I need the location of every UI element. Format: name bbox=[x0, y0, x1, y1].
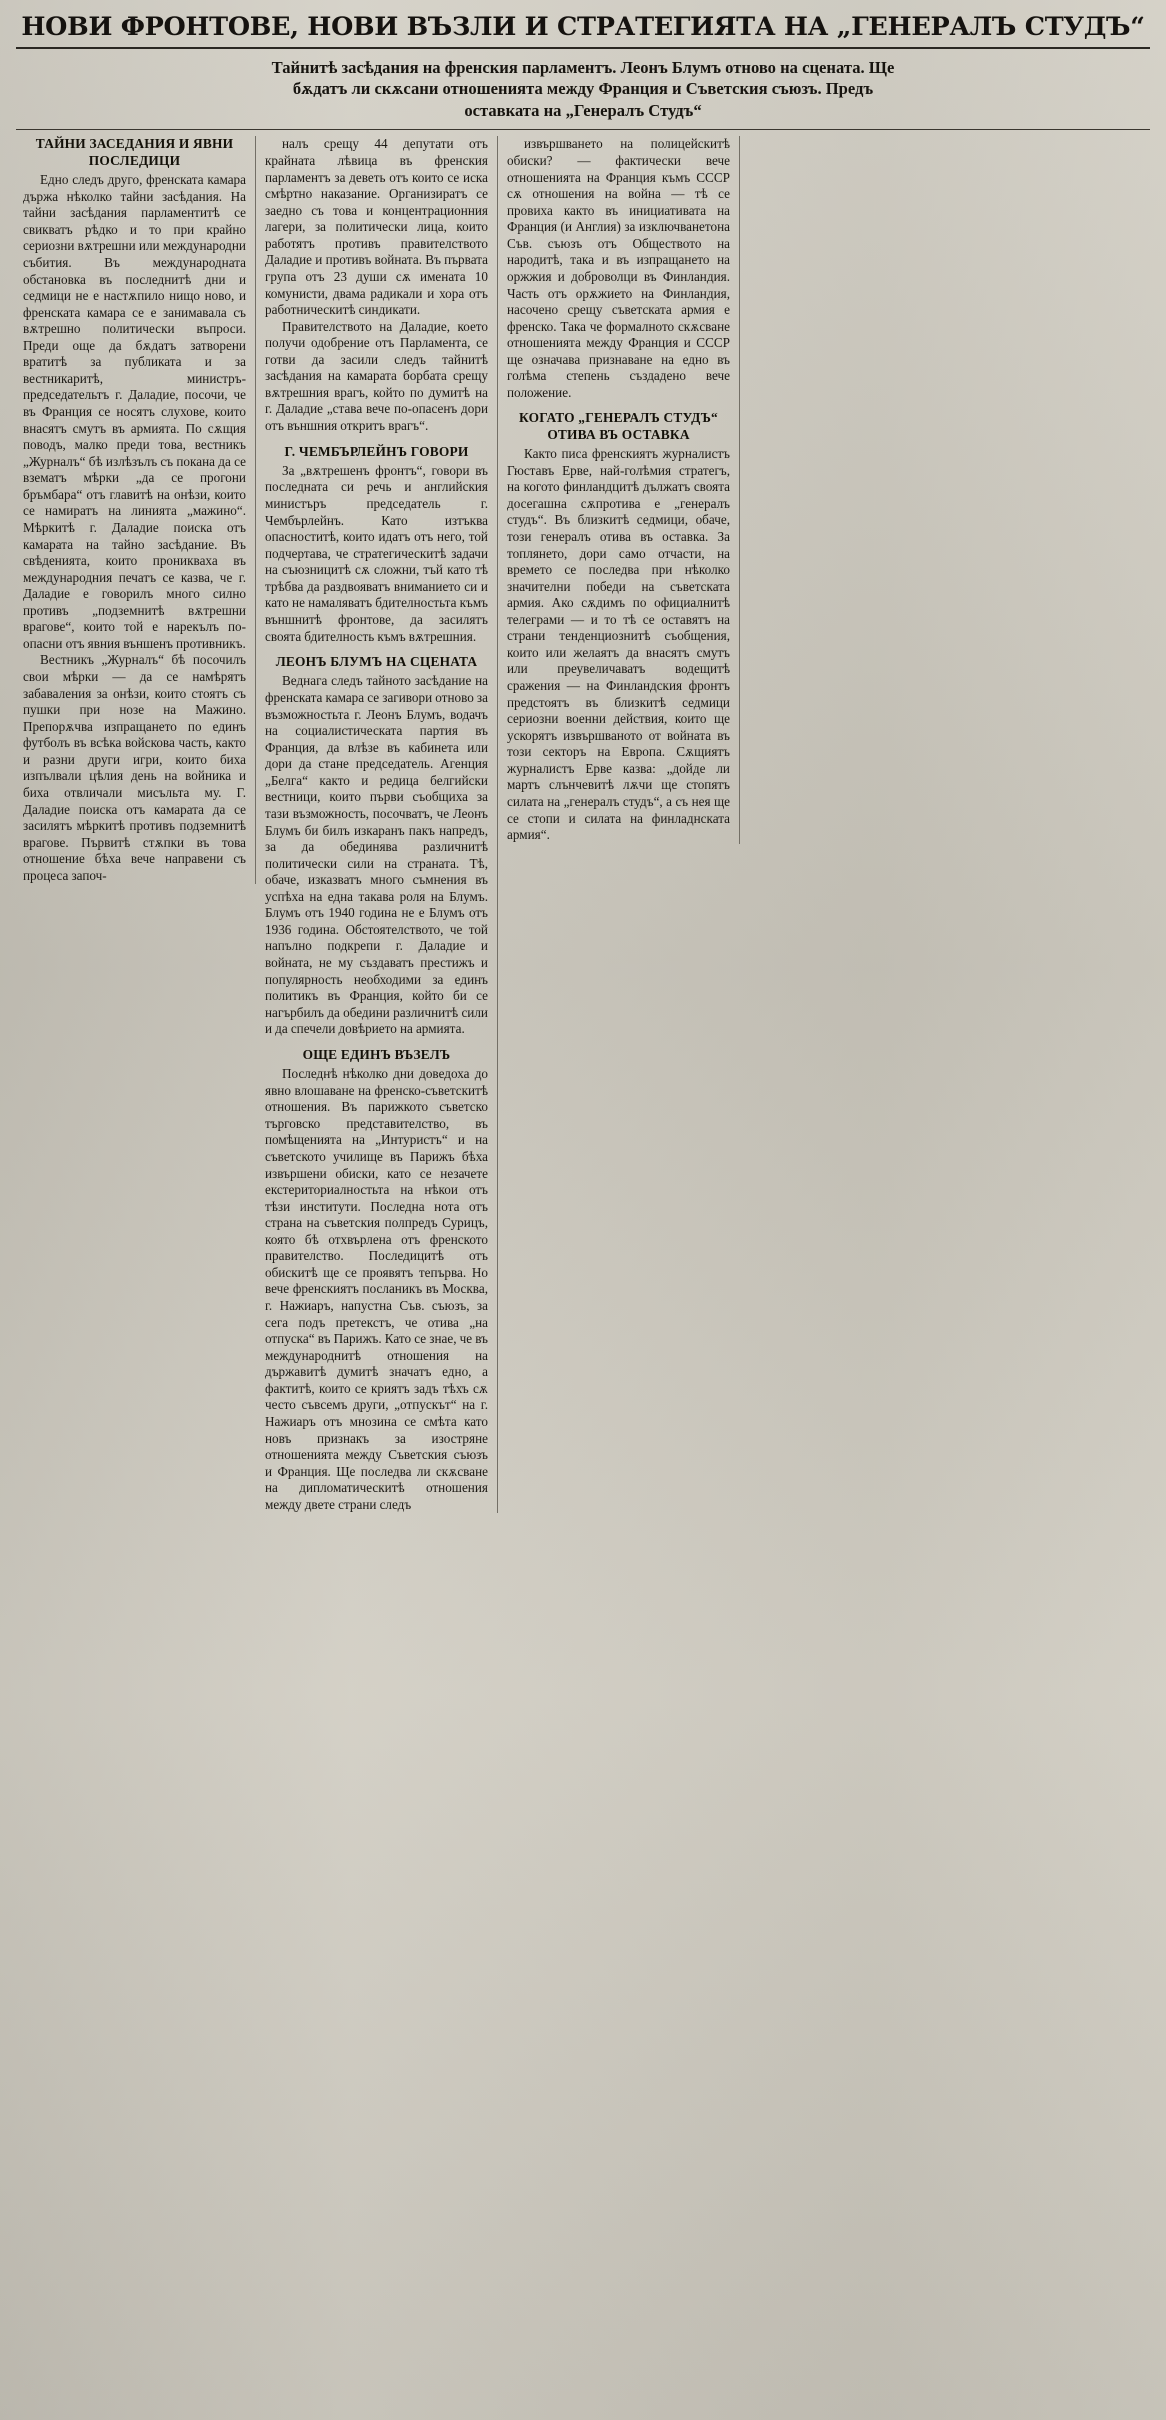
column-3 bbox=[498, 136, 740, 843]
paragraph: Вестникъ „Журналъ“ бѣ посочилъ свои мѣрки — да се намѣрятъ забаваления за онѣзи, които стоятъ съ пушки при нозе на Мажино. Препорѫчва изпращането по единъ футболъ въ всѣка войскова часть, както и разни други игри, които биха изпълвали цѣлия день на войника и биха отвличали мисъльта му. Г. Даладие поиска отъ камарата да се засилятъ мѣркитѣ противъ подземнитѣ врагове. Първитѣ стѫпки въ това отношение бѣха вече направени съ процеса започ- bbox=[23, 652, 246, 883]
section-title-chamberlain: Г. ЧЕМБЪРЛЕЙНЪ ГОВОРИ bbox=[284, 443, 469, 459]
page-title: НОВИ ФРОНТОВЕ, НОВИ ВЪЗЛИ И СТРАТЕГИЯТА НА „ГЕНЕРАЛЪ СТУДЪ“ bbox=[21, 12, 1145, 42]
section-title-tayni-zasedaniya: ТАЙНИ ЗАСЕДАНИЯ И ЯВНИ ПОСЛЕДИЦИ bbox=[35, 136, 234, 168]
paragraph: Веднага следъ тайното засѣдание на френската камара се загивори отново за възможностьта г. Леонъ Блумъ, водачъ на социалистическата партия въ Франция, да влѣзе въ кабинета или дори да стане председатель. Агенция „Белга“ както и редица белгийски вестници, които първи съобщиха за тази възможность, посочватъ, че Леонъ Блумъ би билъ изкаранъ пакъ напредъ, за да обединява различнитѣ политически сили на страната. Тѣ, обаче, изказватъ много съмнения въ успѣха на една такава роля на Блумъ. Блумъ отъ 1940 година не е Блумъ отъ 1936 година. Обстоятелството, че той напълно подкрепи г. Даладие и войната, не му създаватъ престижъ и популярность необходими за единъ политикъ въ Франция, който би се нагърбилъ да обедини различнитѣ сили и да спечели довѣрието на армията. bbox=[265, 673, 488, 1037]
section-title-oshte-edin-vazel: ОЩЕ ЕДИНЪ ВЪЗЕЛЪ bbox=[302, 1046, 451, 1062]
column-2 bbox=[256, 136, 498, 1513]
paragraph: Както писа френскиятъ журналистъ Гюставъ Ерве, най-голѣмия стратегъ, на когото финландцитѣ дължатъ своята досегашна сѫпротива е „генералъ студъ“. Въ близкитѣ седмици, обаче, този генералъ отива въ оставка. За топлянето, дори само отчасти, на времето се последва при нѣколко значителни победи на съветската армия. Ако сѫдимъ по официалнитѣ телеграми — и то тѣ се оставятъ на страни тенденциознитѣ съобщения, които или желаятъ да внасятъ смутъ или преувеличаватъ водещитѣ сражения — на Финландския фронтъ предстоятъ въ близкитѣ седмици сериозни военни действия, които ще ускорятъ извършваното от войната въ този секторъ на Европа. Сѫщиятъ журналистъ Ерве казва: „дойде ли мартъ слънчевитѣ лѫчи ще стопятъ силата на „генералъ студъ“, а съ нея ще се стопи и силата на финладнската армия“. bbox=[507, 446, 730, 843]
headline-divider bbox=[16, 47, 1150, 49]
subheadline-divider bbox=[16, 129, 1150, 130]
section-title-general-stud: КОГАТО „ГЕНЕРАЛЪ СТУДЪ“ ОТИВА ВЪ ОСТАВКА bbox=[519, 410, 718, 442]
subheadline bbox=[18, 57, 1148, 122]
subheadline-line-3: оставката на „Генералъ Студъ“ bbox=[464, 100, 702, 120]
subheadline-line-1: Тайнитѣ засѣдания на френския парламентъ. Леонъ Блумъ отново на сцената. Ще bbox=[271, 57, 895, 77]
paragraph: Правителството на Даладие, което получи одобрение отъ Парламента, се готви да засили следъ тайнитѣ засѣдания на камарата борбата срещу вѫтрешния врагъ, който по думитѣ на г. Даладие „става вече по-опасенъ дори отъ външния откритъ врагъ“. bbox=[265, 318, 488, 434]
column-container bbox=[14, 136, 1152, 1513]
paragraph: Последнѣ нѣколко дни доведоха до явно влошаване на френско-съветскитѣ отношения. Въ парижкото съветско търговско представителство, въ помѣщенията на „Интуристъ“ и на съветското училище въ Парижъ бѣха извършени обиски, като се незачете екстериториалностьта на нѣкои отъ тѣзи институти. Последна нота отъ страна на съветския полпредъ Сурицъ, която бѣ отхвърлена отъ френското правителство. Последицитѣ отъ обискитѣ ще се проявятъ тепърва. Но вече френскиятъ посланикъ въ Москва, г. Нажиаръ, напустна Съв. съюзъ, за сега подъ претекстъ, че отива „на отпуска“ въ Парижъ. Като се знае, че въ международнитѣ отношения на държавитѣ думитѣ значатъ едно, а фактитѣ, които се криятъ задъ тѣхъ сѫ често съвсемъ други, „отпускът“ на г. Нажиаръ отъ мнозина се смѣта като новъ признакъ за изостряне отношенията между Съветския съюзъ и Франция. Ще последва ли скѫсване на дипломатическитѣ отношения между двете страни следъ bbox=[265, 1066, 488, 1512]
column-1 bbox=[14, 136, 256, 884]
section-title-leon-blum: ЛЕОНЪ БЛУМЪ НА СЦЕНАТА bbox=[275, 654, 478, 670]
paragraph: За „вѫтрешенъ фронтъ“, говори въ последната си речь и английския министъръ председатель г. Чембърлейнъ. Като изтъква опасноститѣ, които идатъ отъ него, той подчертава, че стратегическитѣ задачи на съюзницитѣ сѫ сложни, тъй като тѣ трѣбва да раздвояватъ вниманието си и като не намаляватъ бдителностьта къмъ външнитѣ фронтове, да засилятъ своята бдителность къмъ вѫтрешния. bbox=[265, 462, 488, 644]
paragraph: извършването на полицейскитѣ обиски? — фактически вече отношенията на Франция къмъ СССР сѫ отношения на война — тѣ се провиха както въ инициативата на Франция (и Англия) за изключванетона Съв. съюзъ отъ Обществото на народитѣ, така и въ изпращането на оржжия и доброволци въ Финландия. Часть отъ орѫжието на Финландия, насочено срещу съветската армия е френско. Така че формалното скѫсване отношенията между Франция и СССР ще означава признаване на едно въ голѣма степень създадено вече положение. bbox=[507, 136, 730, 400]
subheadline-line-2: бѫдатъ ли скѫсани отношенията между Франция и Съветския съюзъ. Предъ bbox=[292, 79, 874, 99]
paragraph: Едно следъ друго, френската камара държа нѣколко тайни засѣдания. На тайни засѣдания парламентитѣ се свикватъ рѣдко и то при крайно сериозни вѫтрешни или международни събития. Въ международната обстановка въ последнитѣ дни и седмици не е настѫпило нищо ново, и френската камара се е занимавала съ вѫтрешно политически въпроси. Преди още да бѫдатъ затворени вратитѣ за публиката и за вестникаритѣ, министръ-председательтъ г. Даладие, посочи, че въ Франция се носятъ слухове, които внасятъ смутъ въ армията. По сѫщия поводъ, малко преди това, вестникъ „Журналъ“ бѣ излѣзълъ съ покана да се взематъ мѣрки „да се прогони бръмбара“ отъ главитѣ на онѣзи, които се намиратъ на линията „мажино“. Мѣркитѣ г. Даладие поиска отъ камарата на тайно засѣдание. Въ свѣденията, които проникваха въ международния печатъ се казва, че г. Даладие е говорилъ много силно противъ „подземнитѣ вѫтрешни врагове“, които той е нарекълъ по-опасни отъ явния външенъ противникъ. bbox=[23, 172, 246, 651]
paragraph: налъ срещу 44 депутати отъ крайната лѣвица въ френския парламентъ за деветь отъ които се иска смѣртно наказание. Организиратъ се заедно съ това и концентрационния лагери, за политически лица, които работятъ противъ правителството Даладие и противъ войната. Въ първата група отъ 23 души сѫ имената 10 комунисти, двама радикали и хора отъ работническитѣ синдикати. bbox=[265, 136, 488, 318]
